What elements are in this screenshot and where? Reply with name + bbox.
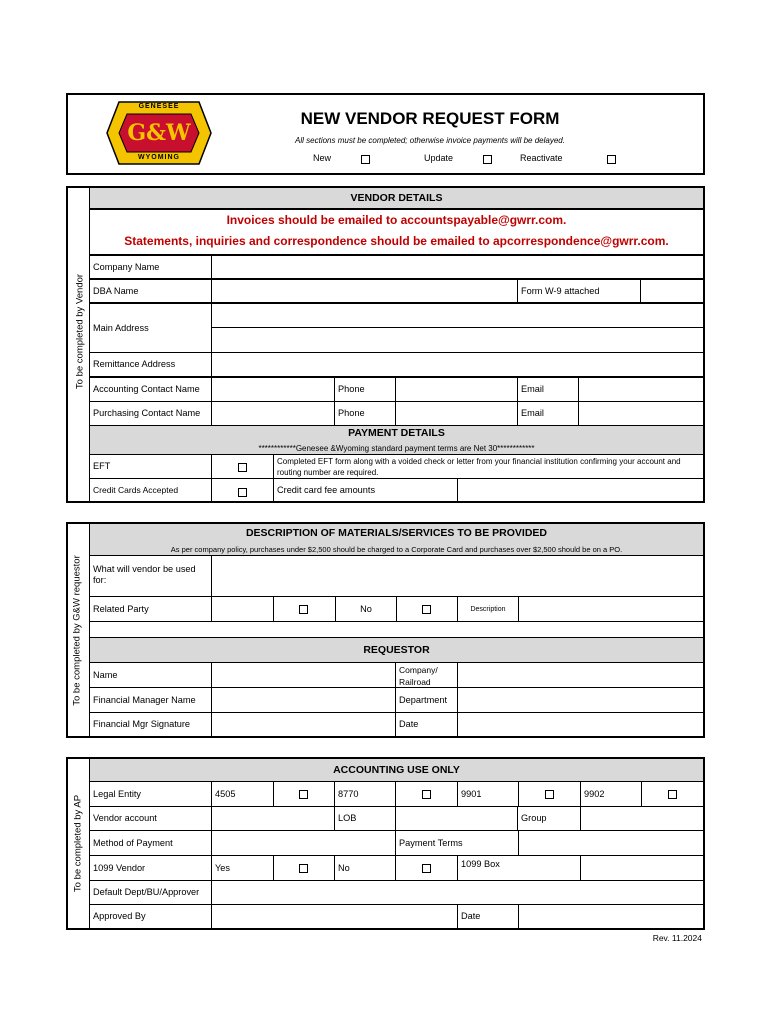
credit-cards-label: Credit Cards Accepted bbox=[89, 478, 212, 503]
related-party-description-label: Description bbox=[457, 596, 519, 622]
requestor-date-field[interactable] bbox=[457, 712, 704, 737]
group-label: Group bbox=[517, 806, 581, 831]
cc-fee-field[interactable] bbox=[457, 478, 704, 503]
financial-manager-label: Financial Manager Name bbox=[89, 687, 212, 713]
company-name-label: Company Name bbox=[89, 255, 212, 279]
update-checkbox[interactable] bbox=[483, 155, 492, 164]
accounting-contact-field[interactable] bbox=[211, 377, 335, 402]
vendor-1099-yes-checkbox[interactable] bbox=[299, 864, 308, 873]
default-dept-field[interactable] bbox=[211, 880, 704, 905]
requestor-name-label: Name bbox=[89, 662, 212, 688]
company-name-field[interactable] bbox=[211, 255, 704, 279]
new-checkbox[interactable] bbox=[361, 155, 370, 164]
vendor-details-header: VENDOR DETAILS bbox=[89, 187, 704, 209]
financial-signature-label: Financial Mgr Signature bbox=[89, 712, 212, 737]
requestor-header: REQUESTOR bbox=[89, 637, 704, 663]
accounting-phone-label: Phone bbox=[334, 377, 396, 402]
purchasing-email-field[interactable] bbox=[578, 401, 704, 426]
used-for-label: What will vendor be used for: bbox=[89, 555, 212, 597]
entity-4505-checkbox[interactable] bbox=[299, 790, 308, 799]
vendor-account-field[interactable] bbox=[211, 806, 335, 831]
logo-top-text: GENESEE bbox=[138, 103, 180, 110]
remittance-address-field[interactable] bbox=[211, 352, 704, 377]
purchasing-contact-field[interactable] bbox=[211, 401, 335, 426]
option-new-label: New bbox=[313, 153, 332, 163]
main-address-label: Main Address bbox=[89, 303, 212, 353]
description-header-title: DESCRIPTION OF MATERIALS/SERVICES TO BE PROVIDED bbox=[245, 527, 548, 539]
payment-header-title: PAYMENT DETAILS bbox=[348, 427, 445, 439]
main-address-field-1[interactable] bbox=[211, 303, 704, 328]
cc-fee-label: Credit card fee amounts bbox=[273, 478, 458, 503]
box-1099-field[interactable] bbox=[580, 855, 704, 881]
purchasing-phone-field[interactable] bbox=[395, 401, 518, 426]
box-1099-label: 1099 Box bbox=[457, 855, 581, 881]
requestor-date-label: Date bbox=[395, 712, 458, 737]
ap-side-label: To be completed by AP bbox=[72, 794, 84, 893]
accounting-email-field[interactable] bbox=[578, 377, 704, 402]
option-update-label: Update bbox=[424, 153, 454, 163]
vendor-1099-yes-label: Yes bbox=[211, 855, 274, 881]
w9-field[interactable] bbox=[640, 279, 704, 303]
department-field[interactable] bbox=[457, 687, 704, 713]
eft-checkbox[interactable] bbox=[238, 463, 247, 472]
requestor-side-label: To be completed by G&W requestor bbox=[71, 555, 83, 706]
vendor-1099-label: 1099 Vendor bbox=[89, 855, 212, 881]
vendor-1099-no-label: No bbox=[334, 855, 396, 881]
option-reactivate-label: Reactivate bbox=[520, 153, 563, 163]
payment-terms-field[interactable] bbox=[518, 830, 704, 856]
entity-9901-checkbox[interactable] bbox=[545, 790, 554, 799]
related-party-description-field[interactable] bbox=[518, 596, 704, 622]
company-railroad-field[interactable] bbox=[457, 662, 704, 688]
method-of-payment-label: Method of Payment bbox=[89, 830, 212, 856]
company-logo bbox=[105, 100, 213, 166]
related-party-label: Related Party bbox=[89, 596, 212, 622]
entity-8770-label: 8770 bbox=[334, 781, 396, 807]
lob-label: LOB bbox=[334, 806, 396, 831]
vendor-1099-no-checkbox[interactable] bbox=[422, 864, 431, 873]
requestor-name-field[interactable] bbox=[211, 662, 396, 688]
payment-terms-label: Payment Terms bbox=[395, 830, 519, 856]
logo-text: G&W bbox=[127, 120, 191, 146]
entity-9901-label: 9901 bbox=[457, 781, 519, 807]
main-address-field-2[interactable] bbox=[211, 327, 704, 353]
financial-manager-field[interactable] bbox=[211, 687, 396, 713]
default-dept-label: Default Dept/BU/Approver bbox=[89, 880, 212, 905]
purchasing-contact-label: Purchasing Contact Name bbox=[89, 401, 212, 426]
remittance-address-label: Remittance Address bbox=[89, 352, 212, 377]
statement-note: Statements, inquiries and correspondence should be emailed to apcorrespondence@gwrr.com. bbox=[124, 234, 669, 248]
spacer-row bbox=[89, 621, 704, 638]
method-of-payment-field[interactable] bbox=[211, 830, 396, 856]
payment-terms: ************Genesee &Wyoming standard payment terms are Net 30************ bbox=[258, 444, 535, 453]
used-for-field[interactable] bbox=[211, 555, 704, 597]
entity-4505-label: 4505 bbox=[211, 781, 274, 807]
financial-signature-field[interactable] bbox=[211, 712, 396, 737]
eft-label: EFT bbox=[89, 454, 212, 479]
vendor-email-notes bbox=[89, 209, 704, 255]
accounting-phone-field[interactable] bbox=[395, 377, 518, 402]
eft-note: Completed EFT form along with a voided check or letter from your financial institution confirming your account and routing number are required. bbox=[273, 454, 704, 479]
approved-date-field[interactable] bbox=[518, 904, 704, 929]
related-party-yes-checkbox[interactable] bbox=[299, 605, 308, 614]
entity-9902-label: 9902 bbox=[580, 781, 642, 807]
logo-bottom-text: WYOMING bbox=[138, 154, 180, 161]
company-railroad-label: Company/ Railroad bbox=[395, 662, 458, 688]
vendor-side-label: To be completed by Vendor bbox=[74, 273, 86, 390]
purchasing-phone-label: Phone bbox=[334, 401, 396, 426]
invoice-note: Invoices should be emailed to accountspayable@gwrr.com. bbox=[226, 213, 567, 227]
related-party-no-checkbox[interactable] bbox=[422, 605, 431, 614]
accounting-header: ACCOUNTING USE ONLY bbox=[89, 758, 704, 782]
entity-8770-checkbox[interactable] bbox=[422, 790, 431, 799]
accounting-email-label: Email bbox=[517, 377, 579, 402]
payment-details-header bbox=[89, 425, 704, 455]
form-subtitle: All sections must be completed; otherwise invoice payments will be delayed. bbox=[295, 136, 565, 145]
form-title: NEW VENDOR REQUEST FORM bbox=[300, 109, 560, 128]
w9-label: Form W-9 attached bbox=[517, 279, 641, 303]
related-party-yes-cell bbox=[211, 596, 274, 622]
purchase-policy: As per company policy, purchases under $2,500 should be charged to a Corporate Card and purchases over $2,500 should be on a PO. bbox=[170, 545, 623, 554]
credit-cards-checkbox[interactable] bbox=[238, 488, 247, 497]
approved-by-field[interactable] bbox=[211, 904, 458, 929]
approved-date-label: Date bbox=[457, 904, 519, 929]
legal-entity-label: Legal Entity bbox=[89, 781, 212, 807]
reactivate-checkbox[interactable] bbox=[607, 155, 616, 164]
related-party-no-label: No bbox=[335, 596, 397, 622]
approved-by-label: Approved By bbox=[89, 904, 212, 929]
entity-9902-checkbox[interactable] bbox=[668, 790, 677, 799]
purchasing-email-label: Email bbox=[517, 401, 579, 426]
accounting-contact-label: Accounting Contact Name bbox=[89, 377, 212, 402]
vendor-account-label: Vendor account bbox=[89, 806, 212, 831]
description-header bbox=[89, 523, 704, 556]
lob-field[interactable] bbox=[395, 806, 518, 831]
dba-name-label: DBA Name bbox=[89, 279, 212, 303]
group-field[interactable] bbox=[580, 806, 704, 831]
department-label: Department bbox=[395, 687, 458, 713]
revision-label: Rev. 11.2024 bbox=[652, 933, 702, 943]
dba-name-field[interactable] bbox=[211, 279, 518, 303]
